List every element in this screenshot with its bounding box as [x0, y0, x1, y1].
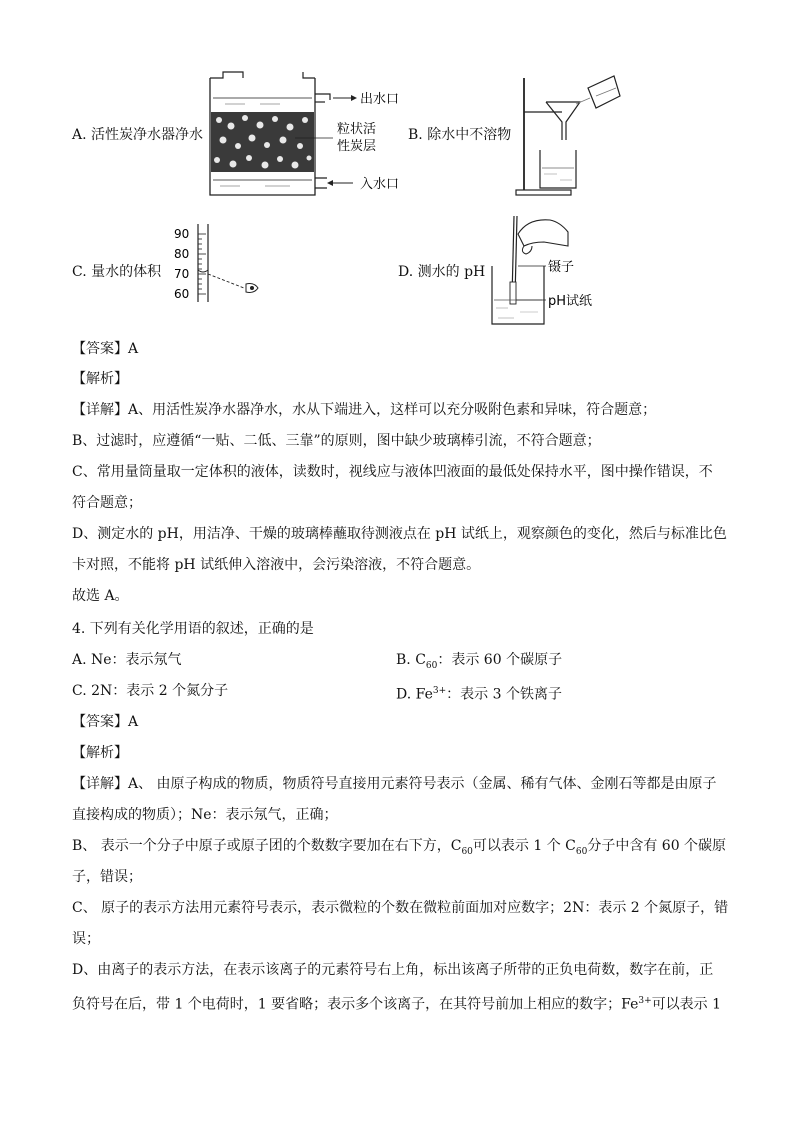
option-c-label: C. 量水的体积: [72, 264, 162, 280]
q4-detail-line: 【详解】A、 由原子构成的物质，物质符号直接用元素符号表示（金属、稀有气体、金刚石等都是由原子: [72, 776, 717, 792]
q3-detail-line: B、过滤时，应遵循“一贴、二低、三靠”的原则，图中缺少玻璃棒引流，不符合题意；: [72, 433, 601, 449]
q4-answer: 【答案】A: [72, 714, 139, 730]
tweezers-label: 镊子: [548, 260, 575, 275]
q3-detail-line: C、常用量筒量取一定体积的液体，读数时，视线应与液体凹液面的最低处保持水平，图中操作错误，不: [72, 464, 713, 480]
q4-option-a: A. Ne：表示氖气: [72, 652, 182, 668]
ph-paper-label: pH试纸: [548, 294, 593, 309]
q3-analysis-heading: 【解析】: [72, 371, 128, 387]
carbon-layer-label-2: 性炭层: [337, 139, 377, 154]
tick-90: 90: [174, 227, 190, 241]
filtration-figure: [512, 72, 627, 198]
q3-detail-line: D、测定水的 pH，用洁净、干燥的玻璃棒蘸取待测液点在 pH 试纸上，观察颜色的变化，然后与标准比色: [72, 526, 727, 542]
q3-detail-line: 符合题意；: [72, 495, 142, 511]
q3-detail-line: 卡对照，不能将 pH 试纸伸入溶液中，会污染溶液，不符合题意。: [72, 557, 481, 573]
q3-answer: 【答案】A: [72, 341, 139, 357]
q3-conclusion: 故选 A。: [72, 588, 129, 604]
activated-carbon-filter-figure: [205, 70, 405, 200]
q4-detail-line: C、 原子的表示方法用元素符号表示，表示微粒的个数在微粒前面加对应数字；2N：表示 2 个氮原子，错: [72, 900, 729, 916]
q4-option-c: C. 2N：表示 2 个氮分子: [72, 683, 229, 699]
outlet-label: 出水口: [360, 92, 400, 107]
q4-detail-line: 直接构成的物质）；Ne：表示氖气，正确；: [72, 807, 338, 823]
q4-analysis-heading: 【解析】: [72, 745, 128, 761]
graduated-cylinder-figure: [168, 222, 268, 304]
q4-option-d: D. $Fe^{3+}$：表示 3 个铁离子: [396, 686, 562, 703]
option-a-label: A. 活性炭净水器净水: [72, 127, 204, 143]
ph-test-figure: [488, 212, 608, 330]
q4-detail-line: 负符号在后，带 1 个电荷时，1 要省略；表示多个该离子，在其符号前加上相应的数字；$Fe^{3+}$可以表示 1: [72, 996, 722, 1013]
carbon-layer-label-1: 粒状活: [337, 122, 377, 137]
q4-option-b: B. $C_{60}$：表示 60 个碳原子: [396, 652, 563, 671]
option-d-label: D. 测水的 pH: [398, 264, 486, 280]
tick-60: 60: [174, 287, 190, 301]
q3-detail-line: 【详解】A、用活性炭净水器净水，水从下端进入，这样可以充分吸附色素和异味，符合题意；: [72, 402, 657, 418]
q4-detail-line: B、 表示一个分子中原子或原子团的个数数字要加在右下方，$C_{60}$可以表示 1 个 $C_{60}$分子中含有 60 个碳原: [72, 838, 727, 857]
q4-detail-line: 子，错误；: [72, 869, 142, 885]
tick-80: 80: [174, 247, 190, 261]
q4-detail-line: 误；: [72, 931, 100, 947]
inlet-label: 入水口: [360, 177, 400, 192]
q4-stem: 4. 下列有关化学用语的叙述，正确的是: [72, 621, 314, 637]
option-b-label: B. 除水中不溶物: [408, 127, 512, 143]
q4-detail-line: D、由离子的表示方法，在表示该离子的元素符号右上角，标出该离子所带的正负电荷数，数字在前，正: [72, 962, 714, 978]
tick-70: 70: [174, 267, 190, 281]
